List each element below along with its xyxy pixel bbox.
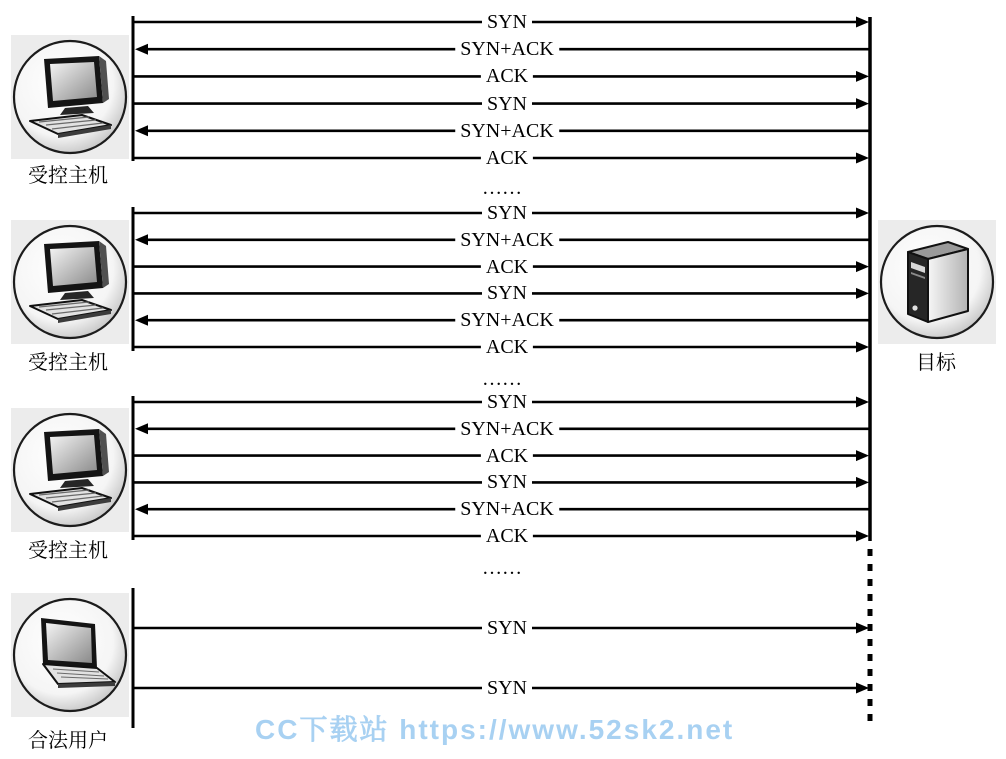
power-button xyxy=(912,305,917,310)
arrow-right-icon xyxy=(856,450,869,461)
arrow-left-icon xyxy=(135,423,148,434)
message-label: ACK xyxy=(481,148,533,168)
message-label: SYN+ACK xyxy=(455,121,559,141)
arrow-right-icon xyxy=(856,683,869,694)
message-label: SYN xyxy=(482,203,532,223)
arrow-left-icon xyxy=(135,44,148,55)
arrow-left-icon xyxy=(135,315,148,326)
message-label: SYN xyxy=(482,94,532,114)
desktop-computer-icon xyxy=(11,35,129,159)
continuation-ellipsis: …… xyxy=(482,368,522,390)
case-side xyxy=(928,249,968,322)
controlled-host-label: 受控主机 xyxy=(28,350,108,374)
message-label: SYN xyxy=(482,392,532,412)
arrow-right-icon xyxy=(856,98,869,109)
message-label: ACK xyxy=(481,66,533,86)
arrow-right-icon xyxy=(856,71,869,82)
arrow-right-icon xyxy=(856,288,869,299)
arrow-right-icon xyxy=(856,261,869,272)
arrow-right-icon xyxy=(856,531,869,542)
laptop-screen xyxy=(46,623,92,663)
message-label: SYN xyxy=(482,283,532,303)
continuation-ellipsis: …… xyxy=(482,177,522,199)
desktop-computer-icon-graphic xyxy=(11,408,129,532)
monitor-screen xyxy=(50,247,97,286)
message-label: SYN+ACK xyxy=(455,230,559,250)
laptop-icon-graphic xyxy=(11,593,129,717)
arrow-right-icon xyxy=(856,153,869,164)
server-icon-graphic xyxy=(878,220,996,344)
message-label: SYN xyxy=(482,678,532,698)
desktop-computer-icon xyxy=(11,408,129,532)
continuation-ellipsis: …… xyxy=(482,557,522,579)
monitor-screen xyxy=(50,62,97,101)
arrow-right-icon xyxy=(856,477,869,488)
controlled-host-label: 受控主机 xyxy=(28,538,108,562)
arrow-left-icon xyxy=(135,504,148,515)
arrow-left-icon xyxy=(135,125,148,136)
arrow-right-icon xyxy=(856,17,869,28)
message-label: ACK xyxy=(481,257,533,277)
message-label: SYN+ACK xyxy=(455,499,559,519)
arrow-right-icon xyxy=(856,208,869,219)
arrow-right-icon xyxy=(856,397,869,408)
message-label: SYN+ACK xyxy=(455,419,559,439)
desktop-computer-icon-graphic xyxy=(11,35,129,159)
message-label: ACK xyxy=(481,337,533,357)
desktop-computer-icon-graphic xyxy=(11,220,129,344)
message-label: SYN+ACK xyxy=(455,39,559,59)
message-label: ACK xyxy=(481,446,533,466)
controlled-host-label: 受控主机 xyxy=(28,163,108,187)
desktop-computer-icon xyxy=(11,220,129,344)
message-label: SYN+ACK xyxy=(455,310,559,330)
laptop-icon xyxy=(11,593,129,717)
message-label: SYN xyxy=(482,472,532,492)
arrow-left-icon xyxy=(135,234,148,245)
watermark: CC下载站 https://www.52sk2.net xyxy=(255,714,735,745)
message-label: ACK xyxy=(481,526,533,546)
message-label: SYN xyxy=(482,618,532,638)
target-label: 目标 xyxy=(916,350,956,374)
legitimate-user-label: 合法用户 xyxy=(28,728,108,752)
server-icon xyxy=(878,220,996,344)
arrow-right-icon xyxy=(856,623,869,634)
message-label: SYN xyxy=(482,12,532,32)
monitor-screen xyxy=(50,435,97,474)
